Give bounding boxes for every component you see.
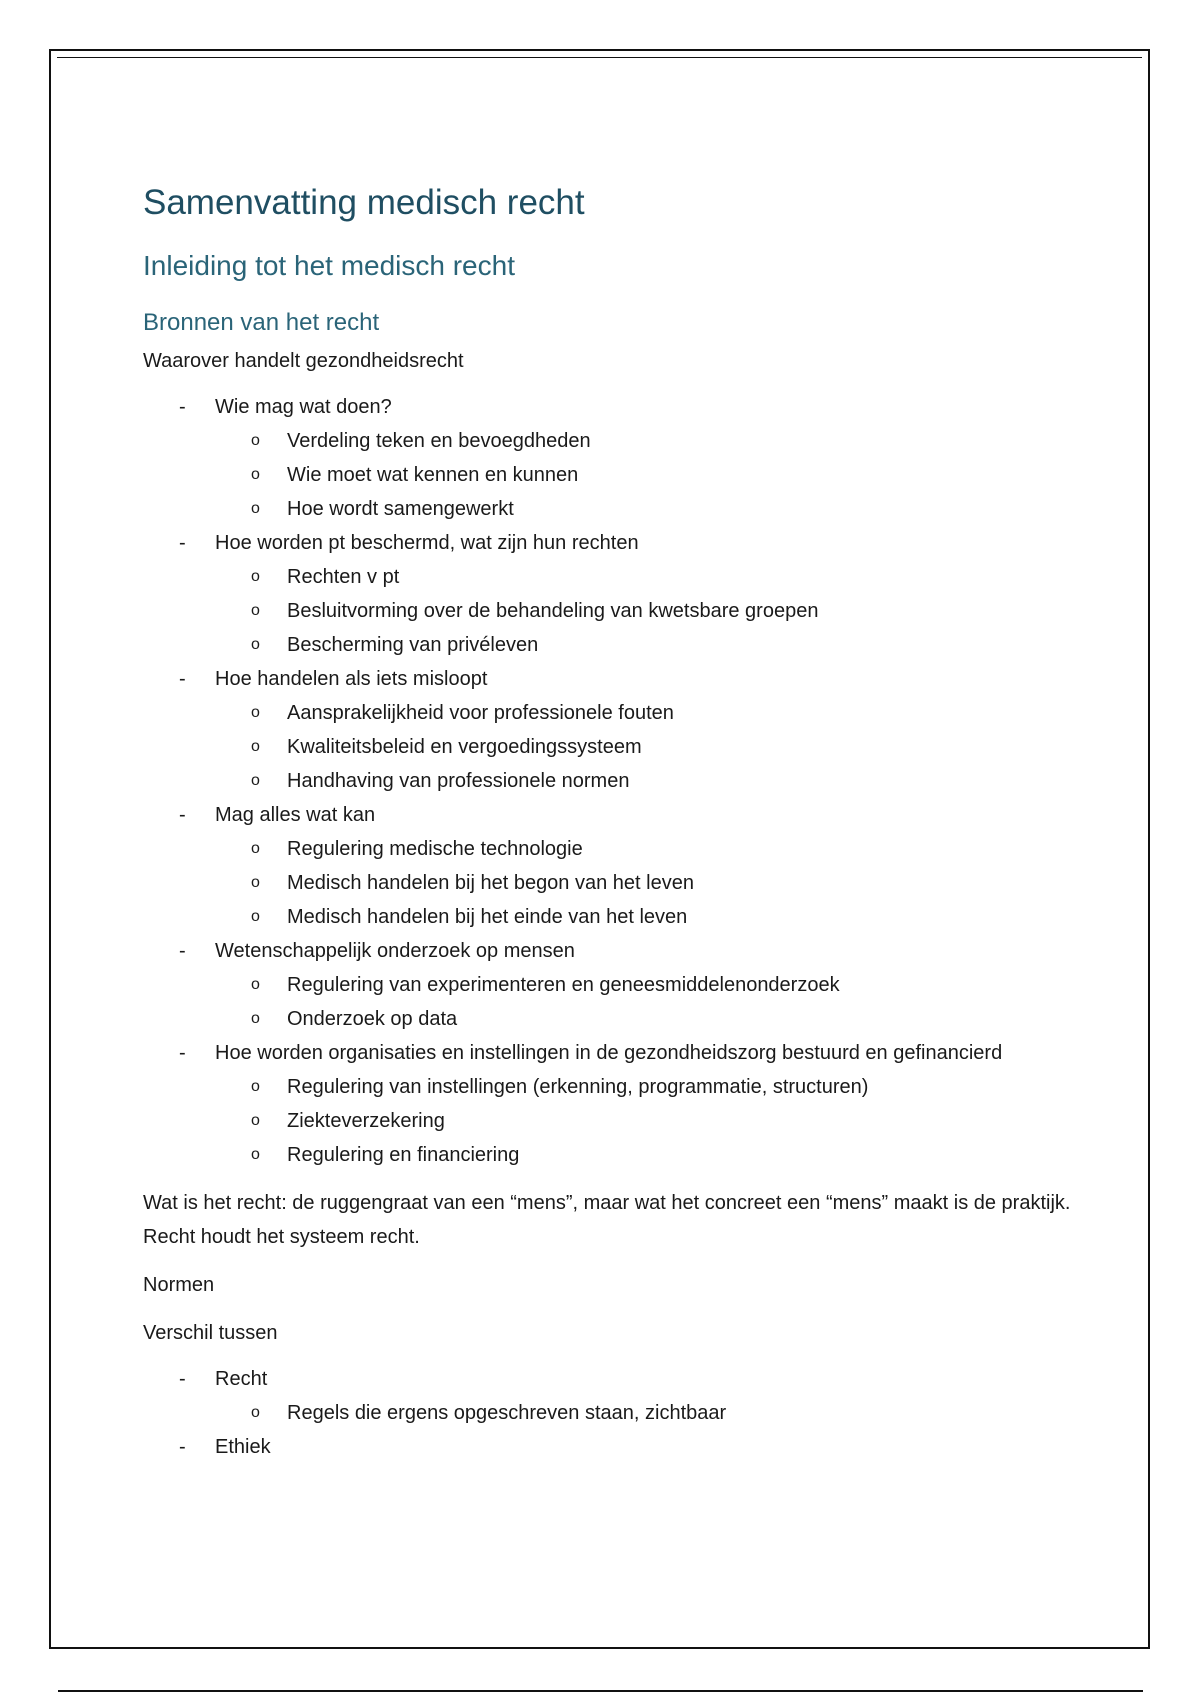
sub-list-item-text: Regulering van experimenteren en geneesmiddelenonderzoek [287,974,840,996]
list-item-text: Recht [215,1368,268,1390]
circle-bullet-icon: o [251,704,260,721]
topics-list [143,390,1073,1172]
sub-list-item [215,458,1073,492]
footer-rule [58,1690,1143,1692]
sub-list-item-text: Regels die ergens opgeschreven staan, zichtbaar [287,1402,727,1424]
circle-bullet-icon: o [251,908,260,925]
circle-bullet-icon: o [251,840,260,857]
list-item-text: Hoe handelen als iets misloopt [215,668,488,690]
dash-bullet-icon: - [179,532,186,554]
circle-bullet-icon: o [251,500,260,517]
sub-list-item-text: Regulering medische technologie [287,838,583,860]
list-item-text: Wie mag wat doen? [215,396,392,418]
circle-bullet-icon: o [251,636,260,653]
list-item [143,1036,1073,1172]
document-title: Samenvatting medisch recht [143,183,585,222]
heading-bronnen: Bronnen van het recht [143,309,380,336]
list-item [143,390,1073,526]
circle-bullet-icon: o [251,1078,260,1095]
sub-list [215,424,1073,526]
sub-list [215,832,1073,934]
circle-bullet-icon: o [251,1146,260,1163]
list-item [143,798,1073,934]
dash-bullet-icon: - [179,1436,186,1458]
circle-bullet-icon: o [251,432,260,449]
sub-list [215,1396,1073,1430]
dash-bullet-icon: - [179,396,186,418]
sub-list-item [215,730,1073,764]
sub-list [215,968,1073,1036]
sub-list-item-text: Regulering en financiering [287,1144,520,1166]
dash-bullet-icon: - [179,1042,186,1064]
list-item-text: Mag alles wat kan [215,804,376,826]
sub-list-item-text: Besluitvorming over de behandeling van kwetsbare groepen [287,600,819,622]
sub-list-item [215,560,1073,594]
sub-list-item [215,764,1073,798]
sub-list [215,1070,1073,1172]
circle-bullet-icon: o [251,976,260,993]
normen-paragraph: Normen [143,1274,215,1296]
sub-list-item-text: Verdeling teken en bevoegdheden [287,430,591,452]
list-item [143,662,1073,798]
sub-list [215,560,1073,662]
sub-list-item-text: Onderzoek op data [287,1008,458,1030]
intro-paragraph: Waarover handelt gezondheidsrecht [143,350,464,372]
circle-bullet-icon: o [251,874,260,891]
sub-list-item [215,1002,1073,1036]
sub-list-item-text: Regulering van instellingen (erkenning, programmatie, structuren) [287,1076,869,1098]
list-item [143,1430,1073,1464]
sub-list-item [215,1070,1073,1104]
circle-bullet-icon: o [251,466,260,483]
sub-list-item [215,900,1073,934]
circle-bullet-icon: o [251,602,260,619]
circle-bullet-icon: o [251,1404,260,1421]
sub-list-item-text: Ziekteverzekering [287,1110,445,1132]
sub-list-item [215,1396,1073,1430]
sub-list-item-text: Rechten v pt [287,566,400,588]
sub-list-item [215,1138,1073,1172]
sub-list [215,696,1073,798]
sub-list-item-text: Medisch handelen bij het begon van het leven [287,872,694,894]
circle-bullet-icon: o [251,772,260,789]
verschil-paragraph: Verschil tussen [143,1322,278,1344]
sub-list-item-text: Aansprakelijkheid voor professionele fouten [287,702,674,724]
circle-bullet-icon: o [251,738,260,755]
heading-inleiding: Inleiding tot het medisch recht [143,250,515,281]
list-item-text: Hoe worden pt beschermd, wat zijn hun rechten [215,532,639,554]
dash-bullet-icon: - [179,668,186,690]
sub-list-item [215,1104,1073,1138]
list-item [143,934,1073,1036]
sub-list-item [215,832,1073,866]
list-item [143,526,1073,662]
sub-list-item [215,594,1073,628]
sub-list-item-text: Bescherming van privéleven [287,634,539,656]
list-item-text: Ethiek [215,1436,271,1458]
dash-bullet-icon: - [179,804,186,826]
list-item-text: Hoe worden organisaties en instellingen in de gezondheidszorg bestuurd en gefinancierd [215,1042,1003,1064]
list-item-text: Wetenschappelijk onderzoek op mensen [215,940,575,962]
circle-bullet-icon: o [251,1010,260,1027]
sub-list-item-text: Hoe wordt samengewerkt [287,498,514,520]
recht-paragraph: Wat is het recht: de ruggengraat van een “mens”, maar wat het concreet een “mens” maakt is de praktijk. Recht houdt het systeem recht. [143,1192,1071,1248]
sub-list-item [215,492,1073,526]
list-item [143,1362,1073,1430]
sub-list-item [215,968,1073,1002]
sub-list-item [215,424,1073,458]
sub-list-item-text: Medisch handelen bij het einde van het leven [287,906,688,928]
circle-bullet-icon: o [251,568,260,585]
header-rule [57,57,1142,58]
sub-list-item [215,866,1073,900]
circle-bullet-icon: o [251,1112,260,1129]
sub-list-item-text: Kwaliteitsbeleid en vergoedingssysteem [287,736,642,758]
dash-bullet-icon: - [179,940,186,962]
document-body [143,178,1073,1464]
sub-list-item [215,696,1073,730]
sub-list-item [215,628,1073,662]
difference-list [143,1362,1073,1464]
dash-bullet-icon: - [179,1368,186,1390]
sub-list-item-text: Handhaving van professionele normen [287,770,630,792]
sub-list-item-text: Wie moet wat kennen en kunnen [287,464,579,486]
